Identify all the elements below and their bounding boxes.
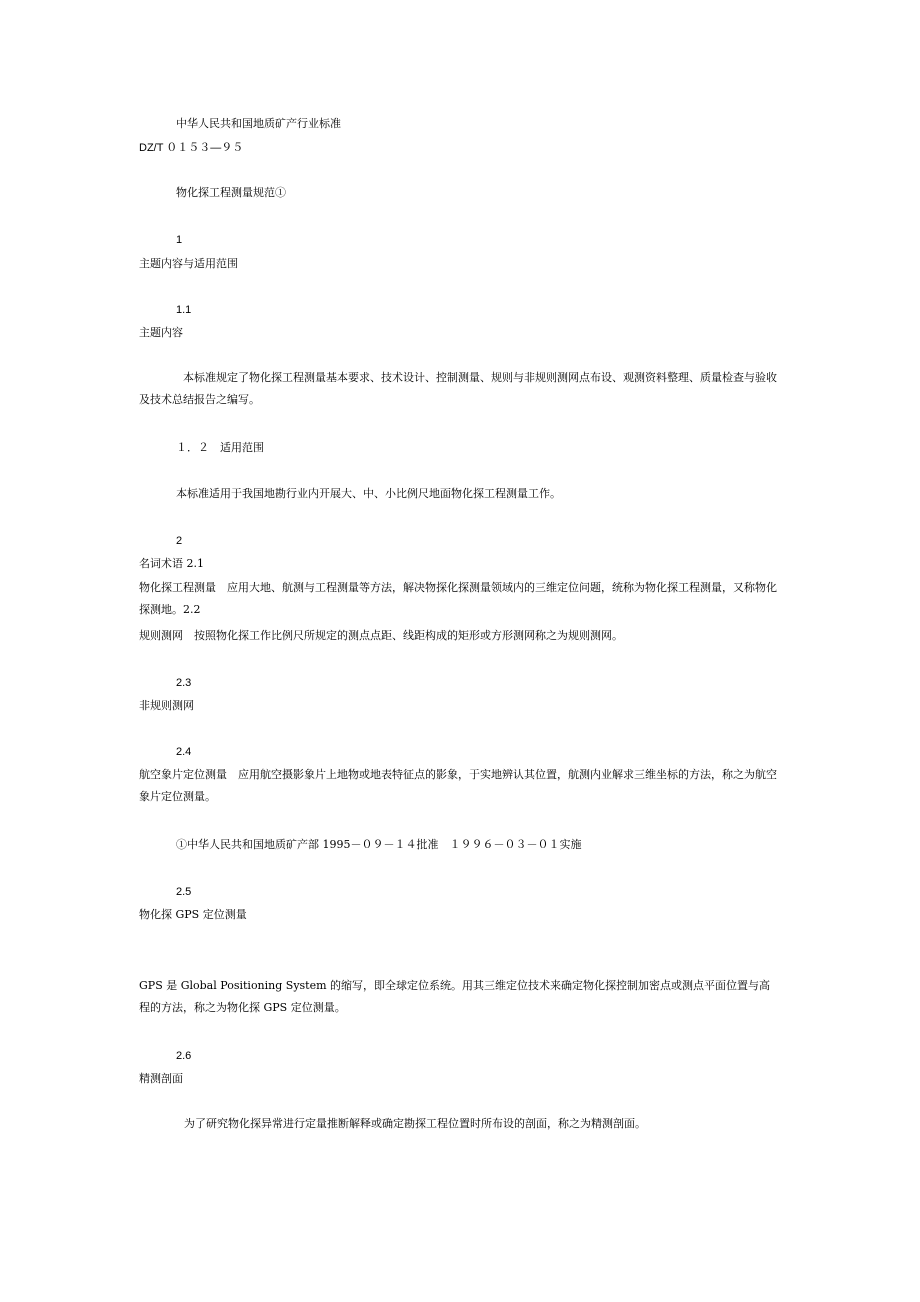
- section-2-heading: 名词术语 2.1: [139, 557, 204, 570]
- section-1-2-paragraph: 本标准适用于我国地勘行业内开展大、中、小比例尺地面物化探工程测量工作。: [176, 487, 561, 500]
- section-1-2-heading: １．２ 适用范围: [176, 441, 264, 454]
- term-2-5-number: 2.5: [176, 886, 192, 898]
- term-2-6-number: 2.6: [176, 1050, 192, 1062]
- term-2-3-number: 2.3: [176, 677, 192, 689]
- standard-org: 中华人民共和国地质矿产行业标准: [176, 117, 341, 130]
- term-2-6-paragraph: 为了研究物化探异常进行定量推断解释或确定勘探工程位置时所布设的剖面，称之为精测剖面。: [184, 1117, 646, 1130]
- document-title: 物化探工程测量规范①: [176, 186, 286, 199]
- term-2-2-paragraph: 规则测网 按照物化探工作比例尺所规定的测点点距、线距构成的矩形或方形测网称之为规则测网。: [139, 629, 623, 642]
- term-2-5-heading: 物化探 GPS 定位测量: [139, 908, 247, 921]
- footnote: ①中华人民共和国地质矿产部 1995－０９－１４批准 １９９６－０３－０１实施: [176, 838, 582, 851]
- term-2-3-heading: 非规则测网: [139, 699, 194, 712]
- section-1-1-number: 1.1: [176, 304, 192, 316]
- term-2-6-heading: 精测剖面: [139, 1072, 183, 1085]
- section-1-heading: 主题内容与适用范围: [139, 257, 238, 270]
- section-1-number: 1: [176, 234, 183, 246]
- term-2-5-paragraph: GPS 是 Global Positioning System 的缩写，即全球定位系统。用其三维定位技术来确定物化探控制加密点或测点平面位置与高程的方法，称之为物化探 GPS 定位测量。: [139, 979, 771, 1014]
- section-1-1-paragraph: 本标准规定了物化探工程测量基本要求、技术设计、控制测量、规则与非规则测网点布设、观测资料整理、质量检查与验收及技术总结报告之编写。: [139, 371, 777, 406]
- term-2-1-paragraph: 物化探工程测量 应用大地、航测与工程测量等方法，解决物探化探测量领域内的三维定位问题，统称为物化探工程测量，又称物化探测地。2.2: [139, 581, 777, 616]
- term-2-4-number: 2.4: [176, 746, 192, 758]
- section-2-number: 2: [176, 535, 183, 547]
- term-2-4-paragraph: 航空象片定位测量 应用航空摄影象片上地物或地表特征点的影象，于实地辨认其位置，航测内业解求三维坐标的方法，称之为航空象片定位测量。: [139, 768, 777, 803]
- section-1-1-heading: 主题内容: [139, 326, 183, 339]
- standard-code: DZ/T ０１５３—９５: [139, 142, 244, 154]
